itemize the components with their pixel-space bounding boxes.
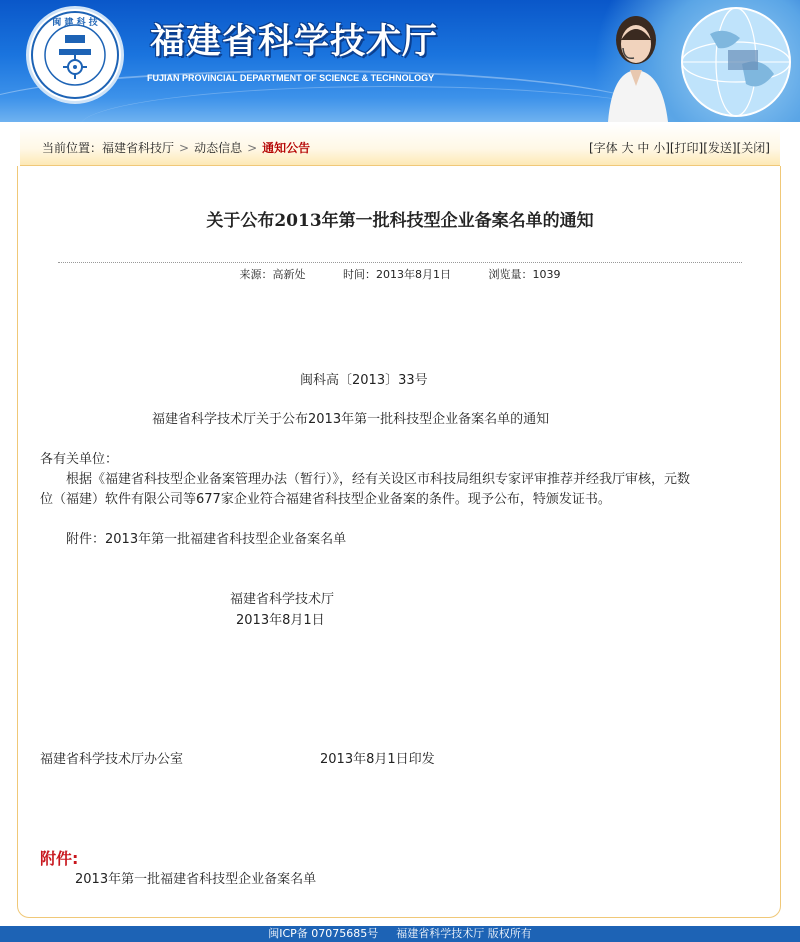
copyright-notice: 福建省科学技术厅 版权所有: [396, 927, 532, 940]
page-tools: [587, 139, 770, 156]
title-divider: [58, 262, 742, 263]
signature-organization: 福建省科学技术厅: [230, 592, 335, 607]
font-size-label: [字体: [588, 141, 618, 155]
breadcrumb-item-news[interactable]: 动态信息: [194, 141, 243, 155]
document-number: 闽科高〔2013〕33号: [300, 373, 428, 388]
breadcrumb-bar: [20, 124, 780, 166]
attachment-note: 附件：2013年第一批福建省科技型企业备案名单: [66, 532, 347, 547]
document-title: 福建省科学技术厅关于公布2013年第一批科技型企业备案名单的通知: [152, 412, 550, 427]
breadcrumb-separator-icon: >: [247, 141, 258, 155]
seal-emblem-icon: [29, 9, 121, 101]
site-title: 福建省科学技术厅: [150, 22, 439, 62]
salutation: 各有关单位：: [40, 452, 119, 467]
globe-icon: [670, 4, 798, 122]
article-panel: [17, 166, 781, 918]
signature-date: 2013年8月1日: [236, 613, 325, 628]
print-button[interactable]: [打印]: [669, 141, 704, 155]
article-source: 来源：高新处: [239, 268, 306, 281]
site-footer: [0, 926, 800, 942]
paragraph-line-1: 根据《福建省科技型企业备案管理办法（暂行）》，经有关设区市科技局组织专家评审推荐并经我厅审核，元数: [66, 472, 691, 487]
font-large-button[interactable]: 大: [621, 141, 634, 155]
breadcrumb-item-home[interactable]: 福建省科技厅: [102, 141, 175, 155]
send-button[interactable]: [发送]: [703, 141, 737, 155]
printing-office: 福建省科学技术厅办公室: [40, 752, 184, 767]
breadcrumb-separator-icon: >: [179, 141, 190, 155]
site-logo-seal[interactable]: [26, 6, 124, 104]
breadcrumb-item-notices[interactable]: 通知公告: [262, 141, 311, 155]
font-small-button[interactable]: 小]: [653, 141, 670, 155]
svg-text:闽 建 科 技: 闽 建 科 技: [52, 18, 98, 28]
site-subtitle: FUJIAN PROVINCIAL DEPARTMENT OF SCIENCE & TECHNOLOGY: [147, 73, 435, 83]
woman-with-headset-icon: [590, 6, 680, 122]
breadcrumb-prefix: 当前位置：: [42, 141, 103, 155]
breadcrumb: [42, 139, 310, 156]
article-title: 关于公布2013年第一批科技型企业备案名单的通知: [206, 211, 594, 231]
printing-date: 2013年8月1日印发: [320, 752, 435, 767]
icp-number: 闽ICP备 07075685号: [268, 927, 379, 940]
attachments-heading: 附件:: [40, 849, 79, 868]
font-medium-button[interactable]: 中: [637, 141, 650, 155]
header-hero-image: [550, 0, 800, 122]
site-header: [0, 0, 800, 122]
attachment-link[interactable]: 2013年第一批福建省科技型企业备案名单: [75, 872, 317, 887]
paragraph-line-2: 位（福建）软件有限公司等677家企业符合福建省科技型企业备案的条件。现予公布，特颁发证书。: [40, 492, 611, 507]
article-meta: [18, 266, 782, 282]
article-time: 时间：2013年8月1日: [343, 268, 451, 281]
close-button[interactable]: [关闭]: [736, 141, 770, 155]
article-views: 浏览量：1039: [488, 268, 561, 281]
